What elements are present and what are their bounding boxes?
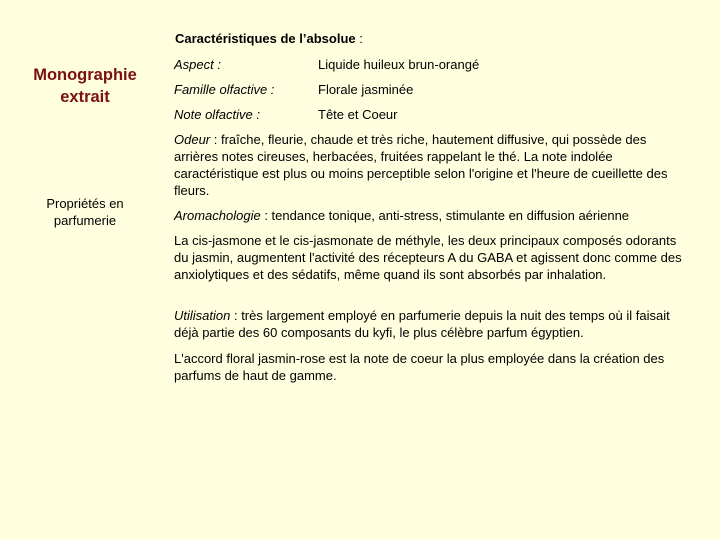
utilisation-text: : très largement employé en parfumerie depuis la nuit des temps où il faisait déjà partie des 60 composants du kyfi, le plus célèbre parfum égyptien.	[174, 308, 670, 340]
monograph-title	[20, 64, 150, 108]
characteristics-heading-text: Caractéristiques de l’absolue	[175, 31, 356, 46]
jasmone-text: La cis-jasmone et le cis-jasmonate de méthyle, les deux principaux composés odorants du jasmin, augmentent l'activité des récepteurs A du GABA et agissent donc comme des anxiolytiques et des sédatifs, même quand ils sont absorbés par inhalation.	[174, 233, 682, 282]
characteristics-heading-colon: :	[355, 31, 363, 46]
paragraph-odeur	[174, 131, 690, 199]
table-row-value: Florale jasminée	[318, 82, 414, 97]
odeur-label: Odeur	[174, 132, 211, 147]
table-row-value: Liquide huileux brun-orangé	[318, 57, 480, 72]
table-row-label: Famille olfactive :	[174, 82, 275, 97]
paragraph-jasmone	[174, 232, 690, 283]
section-subtitle-line2: parfumerie	[53, 213, 117, 228]
aromachologie-label: Aromachologie	[174, 208, 261, 223]
table-row-value: Tête et Coeur	[318, 107, 398, 122]
monograph-title-line1: Monographie	[33, 66, 137, 84]
odeur-text: : fraîche, fleurie, chaude et très riche, hautement diffusive, qui possède des arrières notes cireuses, herbacées, fruitées rappelant le thé. La note indolée caractéristique est plus ou moins perceptible selon l'origine et l'heure de cueillette des fleurs.	[174, 132, 668, 198]
accord-text: L'accord floral jasmin-rose est la note de coeur la plus employée dans la création des parfums de haut de gamme.	[174, 351, 665, 383]
paragraph-aromachologie	[174, 207, 690, 224]
aromachologie-text: : tendance tonique, anti-stress, stimulante en diffusion aérienne	[260, 208, 630, 223]
paragraph-accord	[174, 350, 690, 384]
section-subtitle-line1: Propriétés en	[46, 196, 124, 211]
paragraph-utilisation	[174, 307, 690, 341]
section-subtitle	[30, 195, 140, 229]
utilisation-label: Utilisation	[174, 308, 231, 323]
monograph-title-line2: extrait	[60, 88, 110, 106]
characteristics-heading	[175, 31, 363, 46]
table-row-label: Note olfactive :	[174, 107, 260, 122]
table-row-label: Aspect :	[174, 57, 221, 72]
